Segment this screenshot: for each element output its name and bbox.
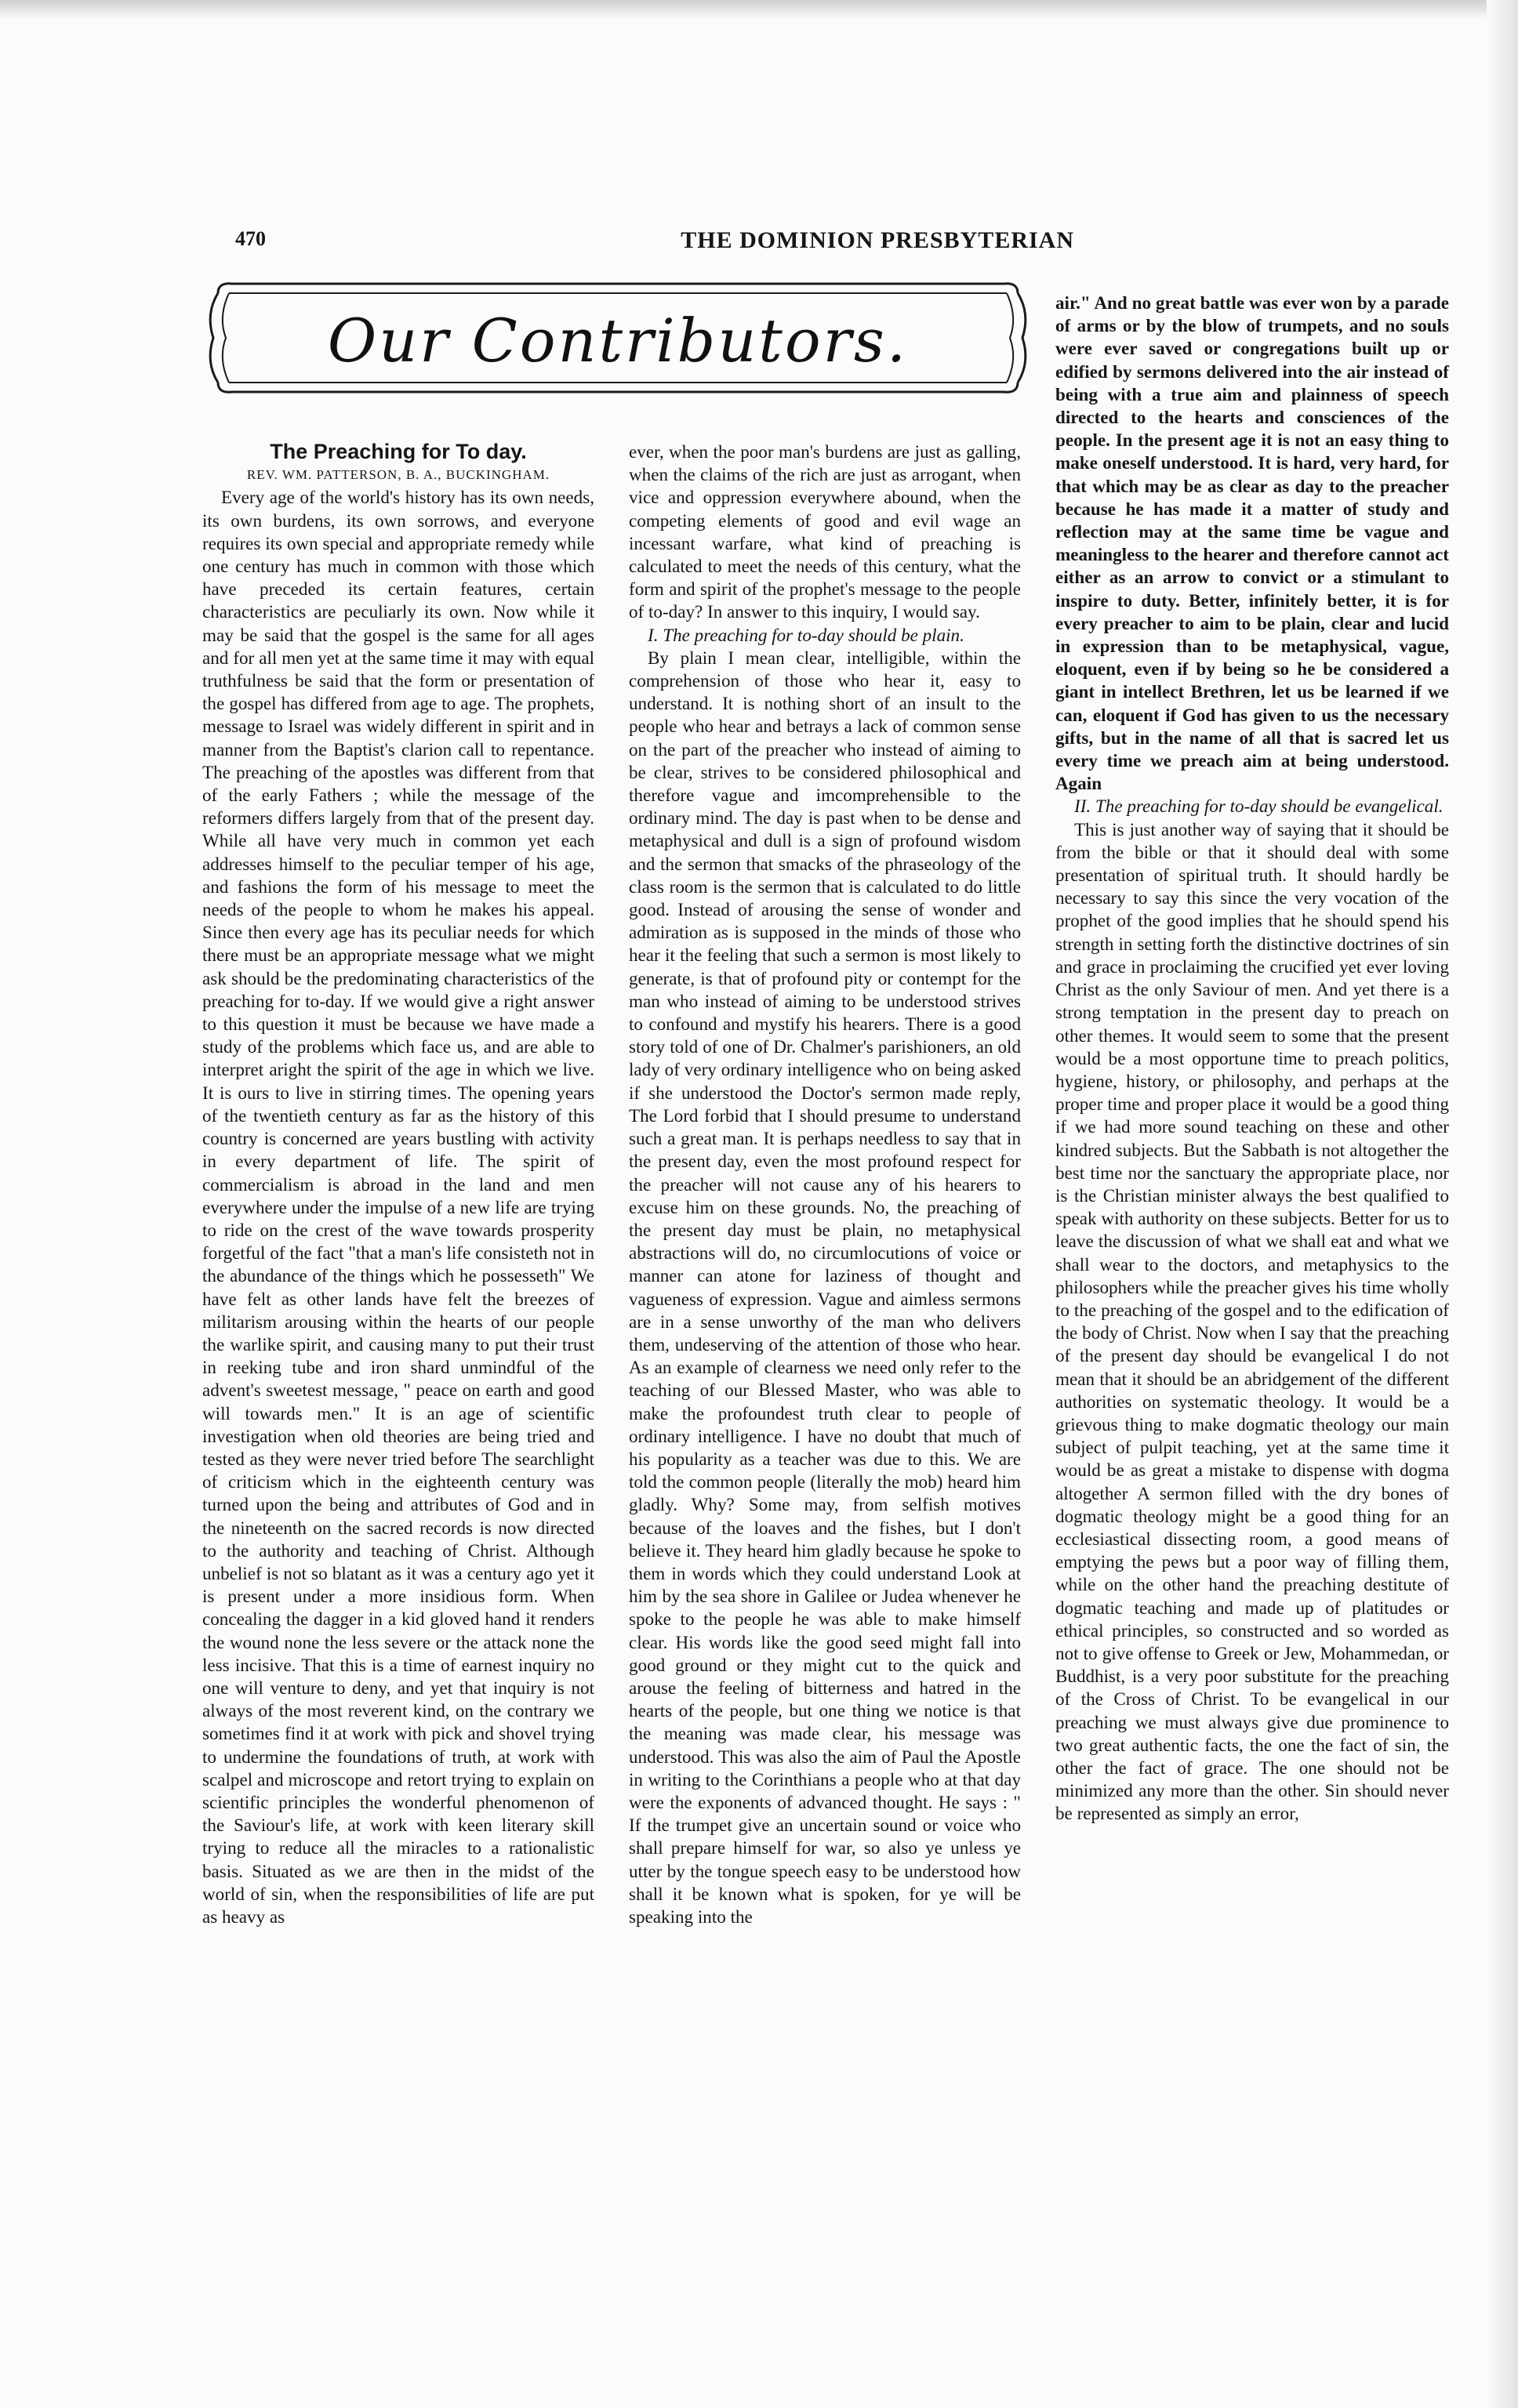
column-2 bbox=[629, 441, 1021, 1928]
section-heading-evangelical: II. The preaching for to-day should be evangelical. bbox=[1074, 796, 1444, 817]
paragraph: This is just another way of saying that it should be from the bible or that it should deal with some presentation of spiritual truth. It should hardly be necessary to say this since the very vocation of the prophet of the good implies that he should spend his strength in setting forth the distinctive doctrines of sin and grace in proclaiming the crucified yet ever loving Christ as the only Saviour of men. And yet there is a strong temptation in the present day to preach on other themes. It would seem to some that the present would be a most opportune time to preach politics, hygiene, history, or philosophy, and perhaps at the proper time and proper place it would be a good thing if we had more sound teaching on these and other kindred subjects. But the Sabbath is not altogether the best time nor the sanctuary the appropriate place, nor is the Christian minister always the best qualified to speak with authority on these subjects. Better for us to leave the discussion of what we shall eat and what we shall wear to the doctors, and metaphysics to the philosophers while the preacher gives his time wholly to the preaching of the gospel and to the edification of the body of Christ. Now when I say that the preaching of the present day should be evangelical I do not mean that it should be an abridgement of the different authorities on systematic theology. It would be a grievous thing to make dogmatic theology our main subject of pulpit teaching, yet at the same time it would be as great a mistake to dispense with dogma altogether A sermon filled with the dry bones of dogmatic theology might be a good thing for an ecclesiastical dissecting room, a good means of emptying the pews but a poor way of filling them, while on the other hand the preaching destitute of dogmatic teaching and made up of platitudes or ethical principles, so constructed and so worded as not to give offense to Greek or Jew, Mohammedan, or Buddhist, is a very poor substitute for the preaching of the Cross of Christ. To be evangelical in our preaching we must always give due prominence to two great authentic facts, the one the fact of sin, the other the fact of grace. The one should not be minimized any more than the other. Sin should never be represented as simply an error, bbox=[1055, 818, 1449, 1824]
page-number: 470 bbox=[235, 227, 266, 250]
journal-title: THE DOMINION PRESBYTERIAN bbox=[681, 227, 1074, 253]
section-banner-title: Our Contributors. bbox=[327, 306, 909, 375]
section-heading-plain: I. The preaching for to-day should be plain. bbox=[648, 624, 964, 645]
paragraph: Every age of the world's history has its own needs, its own burdens, its own sorrows, and everyone requires its own special and appropriate remedy while one century has much in common with those which have preceded its certain features, certain characteristics are peculiarly its own. Now while it may be said that the gospel is the same for all ages and for all men yet at the same time it may with equal truthfulness be said that the form or presentation of the gospel has differed from age to age. The prophets, message to Israel was widely different in spirit and in manner from the Baptist's clarion call to repentance. The preaching of the apostles was different from that of the early Fathers ; while the message of the reformers differs largely from that of the present day. While all have very much in common yet each addresses himself to the peculiar temper of his age, and fashions the form of his message to meet the needs of the people to whom he makes his appeal. Since then every age has its peculiar needs for which there must be an appropriate message what we might ask should be the predominating characteristics of the preaching for to-day. If we would give a right answer to this question it must be because we have made a study of the problems which face us, and are able to interpret aright the spirit of the age in which we live. It is ours to live in stirring times. The opening years of the twentieth century as far as the history of this country is concerned are years bustling with activity in every department of life. The spirit of commercialism is abroad in the land and men everywhere under the impulse of a new life are trying to ride on the crest of the wave towards prosperity forgetful of the fact "that a man's life consisteth not in the abundance of the things which he possesseth" We have felt as other lands have felt the breezes of militarism arousing within the hearts of our people the warlike spirit, and causing many to put their trust in reeking tube and iron shard unmindful of the advent's sweetest message, " peace on earth and good will towards men." It is an age of scientific investigation when old theories are being tried and tested as they were never tried before The searchlight of criticism which in the eighteenth century was turned upon the being and attributes of God and in the nineteenth on the sacred records is now directed to the authority and teaching of Christ. Although unbelief is not so blatant as it was a century ago yet it is present under a more insidious form. When concealing the dagger in a kid gloved hand it renders the wound none the less severe or the attack none the less incisive. That this is a time of earnest inquiry no one will venture to deny, and yet that inquiry is not always of the most reverent kind, on the contrary we sometimes find it at work with pick and shovel trying to undermine the foundations of truth, at work with scalpel and microscope and retort trying to explain on scientific principles the wonderful phenomenon of the Saviour's life, at work with keen literary skill trying to reduce all the miracles to a rationalistic basis. Situated as we are then in the midst of the world of sin, when the responsibilities of life are put as heavy as bbox=[202, 487, 594, 1927]
article-title: The Preaching for To day. bbox=[270, 440, 527, 463]
column-3 bbox=[1055, 292, 1449, 1826]
scan-edge-right bbox=[1487, 0, 1518, 2408]
column-1 bbox=[202, 441, 594, 1928]
paragraph: air." And no great battle was ever won by a parade of arms or by the blow of trumpets, and no souls were ever saved or congregations built up or edified by sermons delivered into the air instead of being with a true aim and plainness of speech directed to the hearts and consciences of the people. In the present age it is not an easy thing to make oneself understood. It is hard, very hard, for that which may be as clear as day to the preacher because he has made it a matter of study and reflection may at the same time be vague and meaningless to the hearer and therefore cannot act either as an arrow to convict or a stimulant to inspire to duty. Better, infinitely better, it is for every preacher to aim to be plain, clear and lucid in expression than to be metaphysical, vague, eloquent, even if by being so he be considered a giant in intellect Brethren, let us be learned if we can, eloquent if God has given to us the necessary gifts, but in the name of all that is sacred let us every time we preach aim at being understood. Again bbox=[1055, 292, 1449, 794]
article-byline: REV. WM. PATTERSON, B. A., BUCKINGHAM. bbox=[246, 467, 550, 483]
paragraph: By plain I mean clear, intelligible, within the comprehension of those who hear it, easy to understand. It is nothing short of an insult to the people who hear and betrays a lack of common sense on the part of the preacher who instead of aiming to be clear, strives to be considered philosophical and therefore vague and imcomprehensible to the ordinary mind. The day is past when to be dense and metaphysical and dull is a sign of profound wisdom and the sermon that smacks of the phraseology of the class room is the sermon that is calculated to do little good. Instead of arousing the sense of wonder and admiration as is supposed in the minds of those who hear it the feeling that such a sermon is most likely to generate, is that of profound pity or contempt for the man who instead of aiming to be understood strives to confound and mystify his hearers. There is a good story told of one of Dr. Chalmer's parishioners, an old lady of very ordinary intelligence who on being asked if she understood the Doctor's sermon made reply, The Lord forbid that I should presume to understand such a great man. It is perhaps needless to say that in the present day, even the most profound respect for the preacher will not cause any of his hearers to excuse him on these grounds. No, the preaching of the present day must be plain, no metaphysical abstractions will do, no circumlocutions of voice or manner can atone for laziness of thought and vagueness of expression. Vague and aimless sermons are in a sense unworthy of the man who delivers them, undeserving of the attention of those who hear. As an example of clearness we need only refer to the teaching of our Blessed Master, who was able to make the profoundest truth clear to people of ordinary intelligence. I have no doubt that much of his popularity as a teacher was due to this. We are told the common people (literally the mob) heard him gladly. Why? Some may, from selfish motives because of the loaves and the fishes, but I don't believe it. They heard him gladly because he spoke to them in words which they could understand Look at him by the sea shore in Galilee or Judea whenever he spoke to the people he was able to make himself clear. His words like the good seed might fall into good ground or they might cut to the quick and arouse the feeling of bitterness and hatred in the hearts of the people, but one thing we notice is that the meaning was made clear, his message was understood. This was also the aim of Paul the Apostle in writing to the Corinthians a people who at that day were the exponents of advanced thought. He says : " If the trumpet give an uncertain sound or voice who shall prepare himself for war, so also ye unless ye utter by the tongue speech easy to be understood how shall it be known what is spoken, for ye will be speaking into the bbox=[629, 647, 1021, 1927]
paragraph: ever, when the poor man's burdens are just as galling, when the claims of the rich are just as arrogant, when vice and oppression everywhere abound, when the competing elements of good and evil wage an incessant warfare, what kind of preaching is calculated to meet the needs of this century, what the form and spirit of the prophet's message to the people of to-day? In answer to this inquiry, I would say. bbox=[629, 441, 1021, 622]
scan-edge-top bbox=[0, 0, 1518, 19]
running-head bbox=[235, 227, 1074, 259]
section-banner bbox=[202, 276, 1033, 400]
